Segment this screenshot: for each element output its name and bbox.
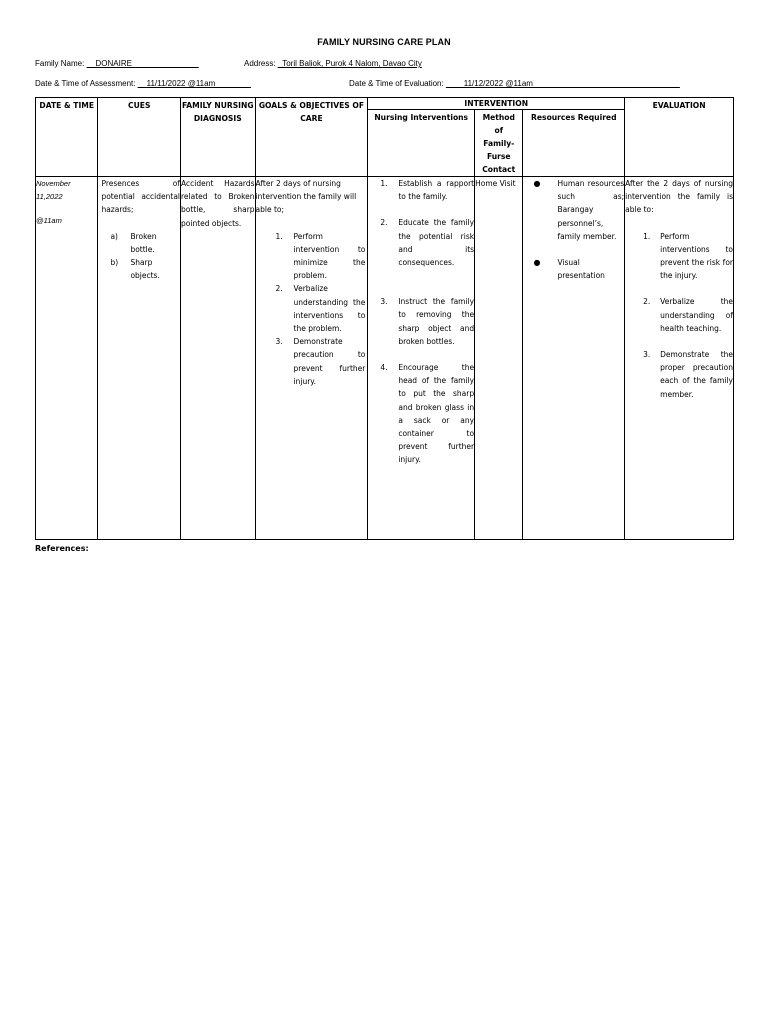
- assessment-label: Date & Time of Assessment:: [35, 79, 136, 88]
- method-text: Home Visit: [475, 179, 516, 188]
- bullet-icon: ●: [533, 258, 541, 268]
- row-date: November 11,2022: [36, 179, 71, 202]
- goals-cell: [255, 177, 368, 540]
- list-item: 3. Instruct the family to removing the sharp object and broken bottles.: [380, 297, 475, 346]
- family-name-label: Family Name:: [35, 59, 85, 68]
- evaluation-cell: [625, 177, 734, 540]
- document-title: FAMILY NURSING CARE PLAN: [317, 37, 451, 47]
- header-goals: GOALS & OBJECTIVES OF CARE: [255, 98, 368, 177]
- cues-intro: Presences of potential accidental hazards;: [101, 179, 181, 215]
- header-resources: Resources Required: [523, 110, 625, 177]
- table-row: [36, 177, 734, 540]
- list-item: 2. Verbalize the understanding of health teaching.: [643, 297, 733, 333]
- header-nursing-interventions: Nursing Interventions: [368, 110, 475, 177]
- date-cell: [36, 177, 98, 540]
- address-label: Address:: [244, 59, 276, 68]
- care-plan-table: [35, 97, 734, 540]
- diagnosis-cell: [181, 177, 256, 540]
- list-item: 3. Demonstrate the proper precaution each of the family member.: [643, 350, 733, 399]
- address-value: _Toril Baliok, Purok 4 Nalom, Davao City: [277, 59, 422, 68]
- list-item: 3. Demonstrate precaution to prevent further injury.: [275, 337, 366, 386]
- list-item: 1. Perform interventions to prevent the risk for the injury.: [643, 231, 733, 281]
- header-method: Method of Family-Furse Contact: [475, 110, 523, 177]
- list-item: ● Human resources such as; Barangay personnel’s, family member.: [533, 179, 625, 241]
- header-evaluation: EVALUATION: [625, 98, 734, 177]
- evaluation-line: [349, 79, 680, 88]
- references-label: References:: [35, 544, 89, 553]
- row-time: @11am: [36, 216, 62, 226]
- interventions-cell: [368, 177, 475, 540]
- family-name-line: [35, 59, 199, 68]
- assessment-value: __11/11/2022 @11am________: [137, 79, 251, 88]
- list-item: 2. Educate the family the potential risk and its consequences.: [380, 218, 475, 268]
- header-date-time: DATE & TIME: [36, 98, 98, 177]
- family-name-value: __DONAIRE_______________: [86, 59, 199, 68]
- address-line: [244, 59, 422, 68]
- list-item: 2. Verbalize understanding the interventions to the problem.: [275, 284, 366, 334]
- evaluation-label: Date & Time of Evaluation:: [349, 79, 444, 88]
- list-item: 1. Perform intervention to minimize the problem.: [275, 231, 366, 281]
- header-cues: CUES: [98, 98, 181, 177]
- header-intervention: INTERVENTION: [368, 98, 625, 110]
- goals-intro: After 2 days of nursing intervention the family will able to;: [255, 179, 357, 215]
- list-item: 1. Establish a rapport to the family.: [380, 179, 475, 202]
- list-item: ● Visual presentation: [533, 258, 605, 281]
- list-item: b) Sharp objects.: [110, 258, 160, 281]
- cues-cell: [98, 177, 181, 540]
- diagnosis-text: Accident Hazards related to Broken bottle, sharp pointed objects.: [181, 179, 255, 228]
- evaluation-intro: After the 2 days of nursing intervention the family is able to:: [625, 179, 733, 215]
- list-item: a) Broken bottle.: [110, 231, 157, 254]
- assessment-line: [35, 79, 251, 88]
- header-diagnosis: FAMILY NURSING DIAGNOSIS: [181, 98, 256, 177]
- method-cell: [475, 177, 523, 540]
- resources-cell: [523, 177, 625, 540]
- evaluation-value: ____11/12/2022 @11am_________________________________: [445, 79, 680, 88]
- list-item: 4. Encourage the head of the family to put the sharp and broken glass in a sack or any container to prevent further injury.: [380, 363, 475, 465]
- bullet-icon: ●: [533, 179, 541, 188]
